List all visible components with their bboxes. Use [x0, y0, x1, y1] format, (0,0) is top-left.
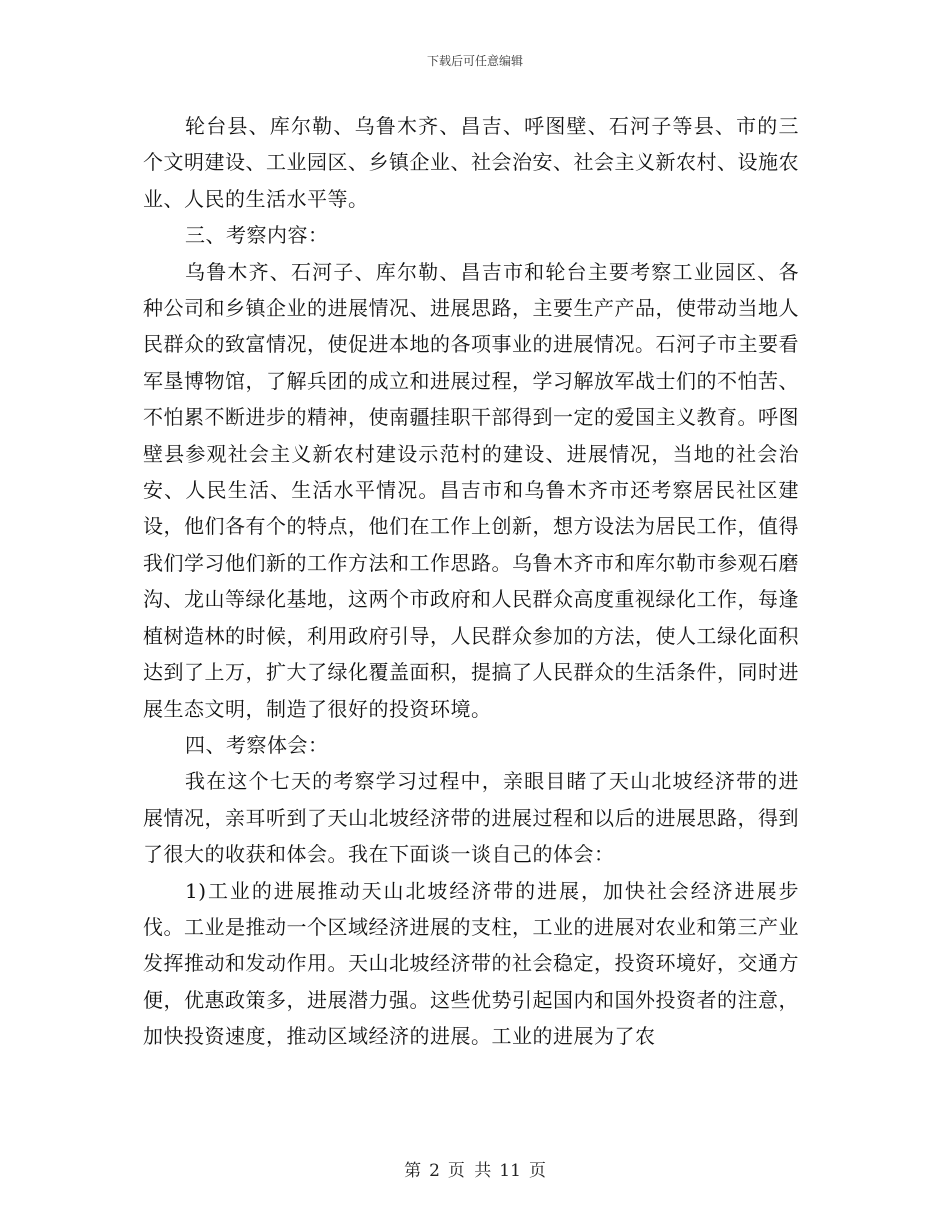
total-page-count: 11: [499, 1161, 521, 1181]
paragraph-content: 乌鲁木齐、石河子、库尔勒、昌吉市和轮台主要考察工业园区、各种公司和乡镇企业的进展情况、进展思路，主要生产产品，使带动当地人民群众的致富情况，使促进本地的各项事业的进展情况。石河子市主要看军垦博物馆，了解兵团的成立和进展过程，学习解放军战士们的不怕苦、不怕累不断进步的精神，使南疆挂职干部得到一定的爱国主义教育。呼图壁县参观社会主义新农村建设示范村的建设、进展情况，当地的社会治安、人民生活、生活水平情况。昌吉市和乌鲁木齐市还考察居民社区建设，他们各有个的特点，他们在工作上创新，想方设法为居民工作，值得我们学习他们新的工作方法和工作思路。乌鲁木齐市和库尔勒市参观石磨沟、龙山等绿化基地，这两个市政府和人民群众高度重视绿化工作，每逢植树造林的时候，利用政府引导，人民群众参加的方法，使人工绿化面积达到了上万，扩大了绿化覆盖面积，提搞了人民群众的生活条件，同时进展生态文明，制造了很好的投资环境。: [143, 259, 799, 721]
paragraph-industry-point: 1)工业的进展推动天山北坡经济带的进展，加快社会经济进展步伐。工业是推动一个区域经济进展的支柱，工业的进展对农业和第三产业发挥推动和发动作用。天山北坡经济带的社会稳定，投资环境好，交通方便，优惠政策多，进展潜力强。这些优势引起国内和国外投资者的注意，加快投资速度，推动区域经济的进展。工业的进展为了农: [143, 878, 799, 1049]
page-header: 下载后可任意编辑: [426, 54, 523, 68]
paragraph-experience-intro: 我在这个七天的考察学习过程中，亲眼目睹了天山北坡经济带的进展情况，亲耳听到了天山北坡经济带的进展过程和以后的进展思路，得到了很大的收获和体会。我在下面谈一谈自己的体会：: [143, 769, 799, 867]
page-footer: [0, 1156, 950, 1181]
footer-middle: 页 共: [447, 1161, 492, 1181]
document-body: [143, 108, 799, 1055]
section-heading-content: 三、考察内容：: [185, 223, 329, 248]
footer-prefix: 第: [404, 1161, 422, 1181]
footer-suffix: 页: [528, 1161, 546, 1181]
current-page-number: 2: [429, 1161, 440, 1181]
paragraph-scope: 轮台县、库尔勒、乌鲁木齐、昌吉、呼图壁、石河子等县、市的三个文明建设、工业园区、乡镇企业、社会治安、社会主义新农村、设施农业、人民的生活水平等。: [143, 114, 799, 211]
section-heading-experience: 四、考察体会：: [185, 732, 329, 757]
